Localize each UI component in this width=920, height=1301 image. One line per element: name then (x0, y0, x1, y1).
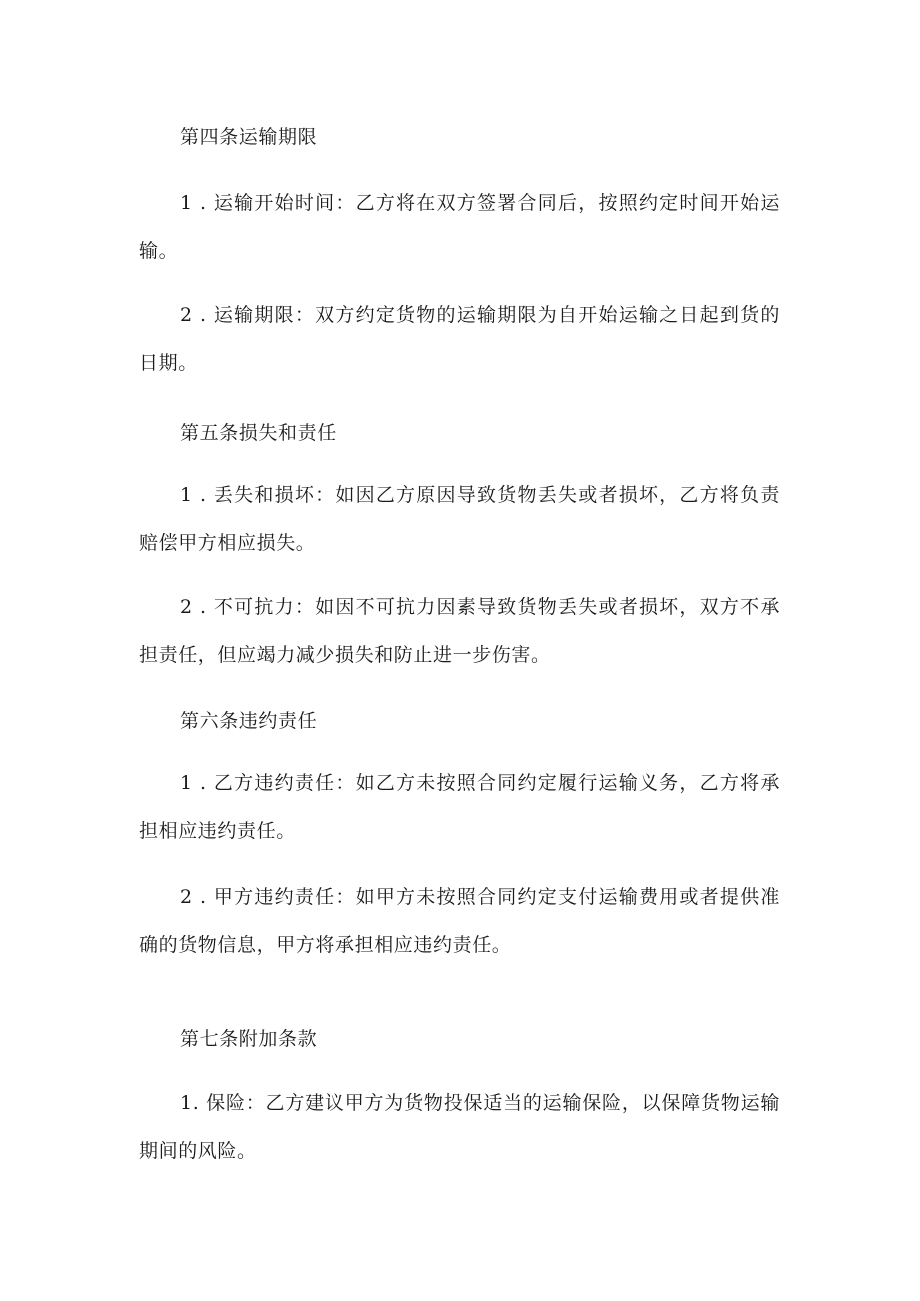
clause-5-2-line-2: 担责任，但应竭力减少损失和防止进一步伤害。 (139, 644, 551, 666)
clause-4-1-line-1: 1 . 运输开始时间：乙方将在双方签署合同后，按照约定时间开始运 (180, 192, 780, 214)
section-heading-6: 第六条违约责任 (180, 710, 318, 732)
clause-6-2-line-1: 2 . 甲方违约责任：如甲方未按照合同约定支付运输费用或者提供准 (180, 886, 780, 908)
clause-6-2-line-2: 确的货物信息，甲方将承担相应违约责任。 (139, 934, 512, 956)
clause-7-1-line-1: 1. 保险：乙方建议甲方为货物投保适当的运输保险，以保障货物运输 (180, 1092, 780, 1114)
section-heading-5: 第五条损失和责任 (180, 422, 337, 444)
clause-5-1-line-1: 1 . 丢失和损坏：如因乙方原因导致货物丢失或者损坏，乙方将负责 (180, 484, 780, 506)
clause-6-1-line-2: 担相应违约责任。 (139, 820, 296, 842)
clause-6-1-line-1: 1 . 乙方违约责任：如乙方未按照合同约定履行运输义务，乙方将承 (180, 772, 780, 794)
section-heading-4: 第四条运输期限 (180, 126, 318, 148)
section-heading-7: 第七条附加条款 (180, 1028, 318, 1050)
clause-7-1-line-2: 期间的风险。 (139, 1140, 257, 1162)
clause-4-2-line-1: 2 . 运输期限：双方约定货物的运输期限为自开始运输之日起到货的 (180, 304, 780, 326)
clause-5-1-line-2: 赔偿甲方相应损失。 (139, 532, 316, 554)
clause-4-1-line-2: 输。 (139, 240, 179, 262)
clause-4-2-line-2: 日期。 (139, 352, 198, 374)
clause-5-2-line-1: 2 . 不可抗力：如因不可抗力因素导致货物丢失或者损坏，双方不承 (180, 596, 780, 618)
